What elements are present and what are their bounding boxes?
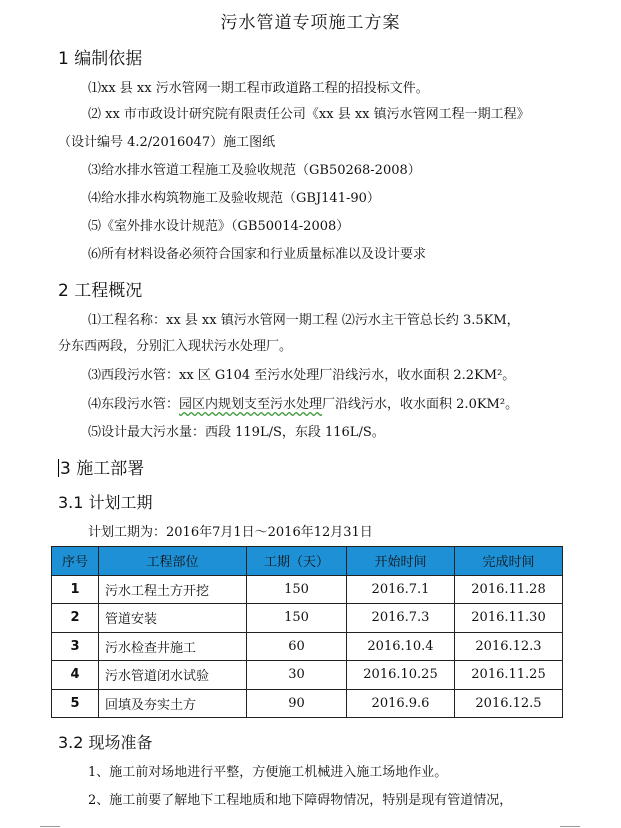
row-days: 150 — [247, 575, 347, 604]
overview-line-4 — [88, 396, 518, 414]
basis-item-2-continued: （设计编号 4.2/2016047）施工图纸 — [58, 135, 276, 150]
basis-item-6: ⑹所有材料设备必须符合国家和行业质量标准以及设计要求 — [88, 247, 427, 262]
basis-item-1: ⑴xx 县 xx 污水管网一期工程市政道路工程的招投标文件。 — [88, 81, 429, 96]
table-header-row — [52, 547, 563, 576]
row-seq: 1 — [52, 575, 99, 604]
row-days: 90 — [247, 689, 347, 718]
overview-line-4-start: ⑷东段污水管： — [88, 397, 180, 412]
row-seq: 4 — [52, 661, 99, 690]
row-start: 2016.9.6 — [347, 689, 455, 718]
prep-item-2: 2、施工前要了解地下工程地质和地下障碍物情况，特别是现有管道情况， — [88, 793, 513, 808]
basis-item-3: ⑶给水排水管道工程施工及验收规范（GB50268-2008） — [88, 163, 421, 178]
prep-item-1: 1、施工前对场地进行平整，方便施工机械进入施工场地作业。 — [88, 765, 448, 780]
section-3-heading-text: 3 施工部署 — [60, 459, 145, 479]
page-margin-mark-right — [560, 826, 580, 827]
section-3-heading — [58, 454, 144, 479]
document-title: 污水管道专项施工方案 — [220, 13, 401, 33]
text-cursor — [58, 459, 59, 477]
table-row — [52, 632, 563, 661]
basis-item-5: ⑸《室外排水设计规范》（GB50014-2008） — [88, 219, 350, 234]
overview-line-2: 分东西两段，分别汇入现状污水处理厂。 — [58, 339, 293, 354]
table-row — [52, 604, 563, 633]
overview-line-4-end: 厂沿线污水，收水面积 2.0KM²。 — [322, 397, 519, 412]
basis-item-2: ⑵ xx 市市政设计研究院有限责任公司《xx 县 xx 镇污水管网工程一期工程》 — [88, 107, 530, 122]
spellcheck-wavy-text: 园区内规划支至污水处理 — [179, 397, 323, 412]
overview-line-3: ⑶西段污水管：xx 区 G104 至污水处理厂沿线污水，收水面积 2.2KM²。 — [88, 368, 516, 383]
row-start: 2016.7.1 — [347, 575, 455, 604]
row-part: 管道安装 — [99, 604, 247, 633]
row-days: 30 — [247, 661, 347, 690]
header-start: 开始时间 — [347, 547, 455, 576]
row-days: 60 — [247, 632, 347, 661]
row-part: 污水检查井施工 — [99, 632, 247, 661]
section-3-1-heading: 3.1 计划工期 — [58, 493, 153, 512]
row-seq: 5 — [52, 689, 99, 718]
section-3-2-heading: 3.2 现场准备 — [58, 733, 153, 752]
header-part: 工程部位 — [99, 547, 247, 576]
row-start: 2016.10.25 — [347, 661, 455, 690]
schedule-period: 计划工期为：2016年7月1日～2016年12月31日 — [88, 525, 373, 540]
basis-item-4: ⑷给水排水构筑物施工及验收规范（GBJ141-90） — [88, 191, 380, 206]
row-end: 2016.12.5 — [455, 689, 563, 718]
header-days: 工期（天） — [247, 547, 347, 576]
row-end: 2016.12.3 — [455, 632, 563, 661]
row-part: 污水管道闭水试验 — [99, 661, 247, 690]
row-days: 150 — [247, 604, 347, 633]
row-seq: 2 — [52, 604, 99, 633]
overview-line-5: ⑸设计最大污水量：西段 119L/S，东段 116L/S。 — [88, 425, 385, 440]
row-end: 2016.11.30 — [455, 604, 563, 633]
schedule-table — [51, 546, 563, 718]
row-end: 2016.11.28 — [455, 575, 563, 604]
overview-line-1: ⑴工程名称：xx 县 xx 镇污水管网一期工程 ⑵污水主干管总长约 3.5KM， — [88, 313, 520, 328]
row-start: 2016.10.4 — [347, 632, 455, 661]
row-end: 2016.11.25 — [455, 661, 563, 690]
row-seq: 3 — [52, 632, 99, 661]
page-margin-mark-left — [40, 826, 60, 827]
section-2-heading: 2 工程概况 — [58, 281, 143, 301]
header-seq: 序号 — [52, 547, 99, 576]
row-part: 污水工程土方开挖 — [99, 575, 247, 604]
row-part: 回填及夯实土方 — [99, 689, 247, 718]
table-row — [52, 689, 563, 718]
table-row — [52, 661, 563, 690]
row-start: 2016.7.3 — [347, 604, 455, 633]
header-end: 完成时间 — [455, 547, 563, 576]
table-row — [52, 575, 563, 604]
section-1-heading: 1 编制依据 — [58, 49, 143, 69]
